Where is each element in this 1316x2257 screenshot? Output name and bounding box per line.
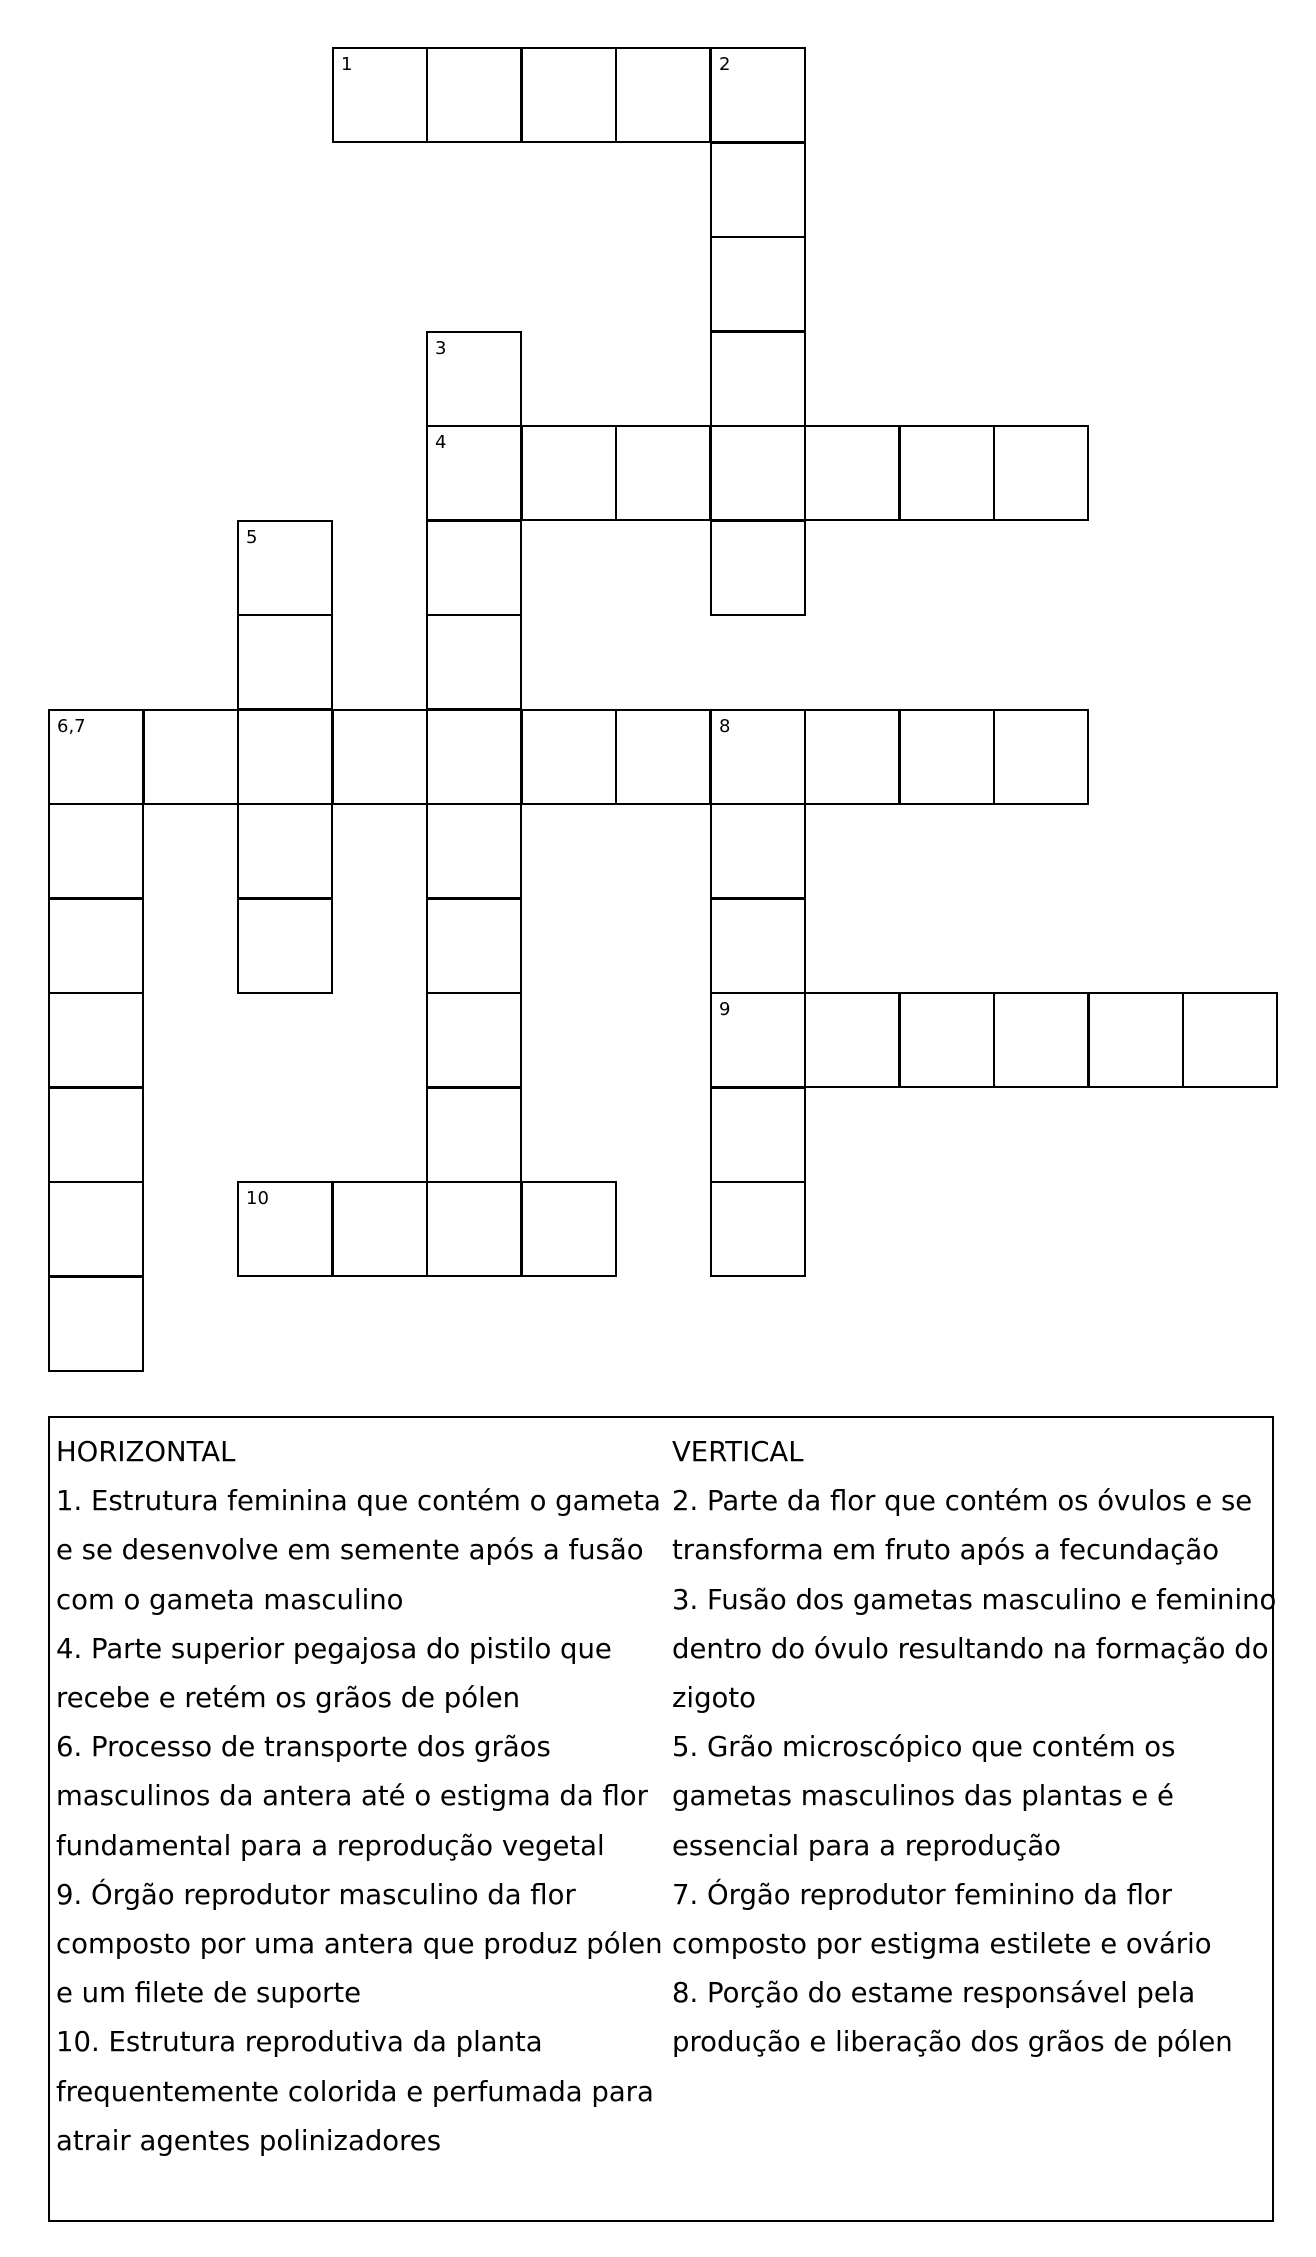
horizontal-clue-line: 1. Estrutura feminina que contém o gameta — [56, 1485, 661, 1518]
crossword-cell[interactable] — [899, 709, 995, 805]
crossword-cell[interactable] — [710, 709, 806, 805]
crossword-cell[interactable] — [426, 520, 522, 616]
crossword-cell[interactable] — [993, 425, 1089, 521]
crossword-cell[interactable] — [237, 520, 333, 616]
crossword-cell[interactable] — [426, 803, 522, 899]
crossword-cell[interactable] — [332, 47, 428, 143]
crossword-cell[interactable] — [521, 1181, 617, 1277]
crossword-cell[interactable] — [237, 1181, 333, 1277]
vertical-clue-line: essencial para a reprodução — [672, 1829, 1062, 1862]
vertical-clue-line: gametas masculinos das plantas e é — [672, 1780, 1174, 1813]
crossword-cell[interactable] — [993, 709, 1089, 805]
crossword-cell[interactable] — [426, 1181, 522, 1277]
crossword-cell[interactable] — [426, 992, 522, 1088]
crossword-cell[interactable] — [426, 1087, 522, 1183]
clue-number: 6,7 — [57, 716, 86, 737]
crossword-cell[interactable] — [899, 992, 995, 1088]
horizontal-clue-line: composto por uma antera que produz pólen — [56, 1928, 663, 1961]
crossword-cell[interactable] — [143, 709, 239, 805]
horizontal-clue-line: fundamental para a reprodução vegetal — [56, 1829, 605, 1862]
vertical-clue-line: 5. Grão microscópico que contém os — [672, 1731, 1176, 1764]
vertical-clues — [672, 1428, 1277, 2068]
vertical-clue-line: composto por estigma estilete e ovário — [672, 1928, 1212, 1961]
vertical-heading: VERTICAL — [672, 1436, 804, 1468]
crossword-cell[interactable] — [521, 709, 617, 805]
vertical-clue-line: 3. Fusão dos gametas masculino e feminino — [672, 1583, 1277, 1616]
horizontal-clue-line: masculinos da antera até o estigma da flor — [56, 1780, 648, 1813]
crossword-cell[interactable] — [1182, 992, 1278, 1088]
crossword-cell[interactable] — [237, 614, 333, 710]
crossword-cell[interactable] — [48, 709, 144, 805]
crossword-cell[interactable] — [48, 803, 144, 899]
crossword-cell[interactable] — [426, 425, 522, 521]
clue-number: 8 — [719, 716, 731, 737]
horizontal-clue-line: e se desenvolve em semente após a fusão — [56, 1534, 644, 1567]
clue-number: 1 — [341, 54, 353, 75]
vertical-clue-line: 7. Órgão reprodutor feminino da flor — [672, 1878, 1173, 1911]
horizontal-clue-line: frequentemente colorida e perfumada para — [56, 2075, 654, 2108]
clue-number: 2 — [719, 54, 731, 75]
crossword-cell[interactable] — [332, 709, 428, 805]
crossword-cell[interactable] — [710, 803, 806, 899]
crossword-cell[interactable] — [804, 992, 900, 1088]
crossword-cell[interactable] — [615, 709, 711, 805]
vertical-clue-line: dentro do óvulo resultando na formação do — [672, 1632, 1269, 1665]
clue-number: 4 — [435, 432, 447, 453]
crossword-cell[interactable] — [48, 1087, 144, 1183]
crossword-cell[interactable] — [426, 331, 522, 427]
crossword-cell[interactable] — [237, 709, 333, 805]
horizontal-clue-line: com o gameta masculino — [56, 1583, 404, 1616]
horizontal-clue-line: 4. Parte superior pegajosa do pistilo que — [56, 1632, 612, 1665]
crossword-cell[interactable] — [332, 1181, 428, 1277]
crossword-cell[interactable] — [48, 1276, 144, 1372]
crossword-cell[interactable] — [426, 614, 522, 710]
horizontal-clue-line: 6. Processo de transporte dos grãos — [56, 1731, 551, 1764]
crossword-cell[interactable] — [710, 520, 806, 616]
crossword-cell[interactable] — [48, 992, 144, 1088]
horizontal-heading: HORIZONTAL — [56, 1436, 236, 1468]
crossword-cell[interactable] — [48, 898, 144, 994]
crossword-cell[interactable] — [710, 1181, 806, 1277]
vertical-clue-line: 2. Parte da flor que contém os óvulos e se — [672, 1485, 1253, 1518]
horizontal-clues — [56, 1428, 663, 2166]
clue-number: 3 — [435, 338, 447, 359]
crossword-cell[interactable] — [710, 992, 806, 1088]
vertical-clue-line: transforma em fruto após a fecundação — [672, 1534, 1220, 1567]
crossword-cell[interactable] — [710, 47, 806, 143]
crossword-cell[interactable] — [521, 425, 617, 521]
horizontal-clue-line: 9. Órgão reprodutor masculino da flor — [56, 1878, 576, 1911]
crossword-cell[interactable] — [426, 47, 522, 143]
crossword-cell[interactable] — [710, 331, 806, 427]
crossword-cell[interactable] — [521, 47, 617, 143]
crossword-cell[interactable] — [710, 898, 806, 994]
crossword-cell[interactable] — [48, 1181, 144, 1277]
crossword-cell[interactable] — [237, 803, 333, 899]
clue-number: 5 — [246, 527, 258, 548]
crossword-cell[interactable] — [804, 425, 900, 521]
crossword-cell[interactable] — [804, 709, 900, 805]
vertical-clue-line: produção e liberação dos grãos de pólen — [672, 2026, 1233, 2059]
crossword-cell[interactable] — [615, 47, 711, 143]
crossword-cell[interactable] — [1088, 992, 1184, 1088]
horizontal-clue-line: atrair agentes polinizadores — [56, 2124, 442, 2157]
crossword-cell[interactable] — [710, 425, 806, 521]
crossword-cell[interactable] — [710, 236, 806, 332]
crossword-cell[interactable] — [426, 709, 522, 805]
clue-number: 10 — [246, 1188, 269, 1209]
crossword-cell[interactable] — [615, 425, 711, 521]
crossword-cell[interactable] — [426, 898, 522, 994]
horizontal-clue-line: e um filete de suporte — [56, 1977, 362, 2010]
crossword-cell[interactable] — [710, 1087, 806, 1183]
vertical-clue-line: 8. Porção do estame responsável pela — [672, 1977, 1196, 2010]
horizontal-clue-line: recebe e retém os grãos de pólen — [56, 1682, 521, 1715]
crossword-cell[interactable] — [237, 898, 333, 994]
horizontal-clue-line: 10. Estrutura reprodutiva da planta — [56, 2026, 543, 2059]
crossword-cell[interactable] — [710, 142, 806, 238]
clue-number: 9 — [719, 999, 731, 1020]
crossword-cell[interactable] — [993, 992, 1089, 1088]
crossword-cell[interactable] — [899, 425, 995, 521]
clues-box — [48, 1416, 1277, 2222]
vertical-clue-line: zigoto — [672, 1682, 756, 1715]
